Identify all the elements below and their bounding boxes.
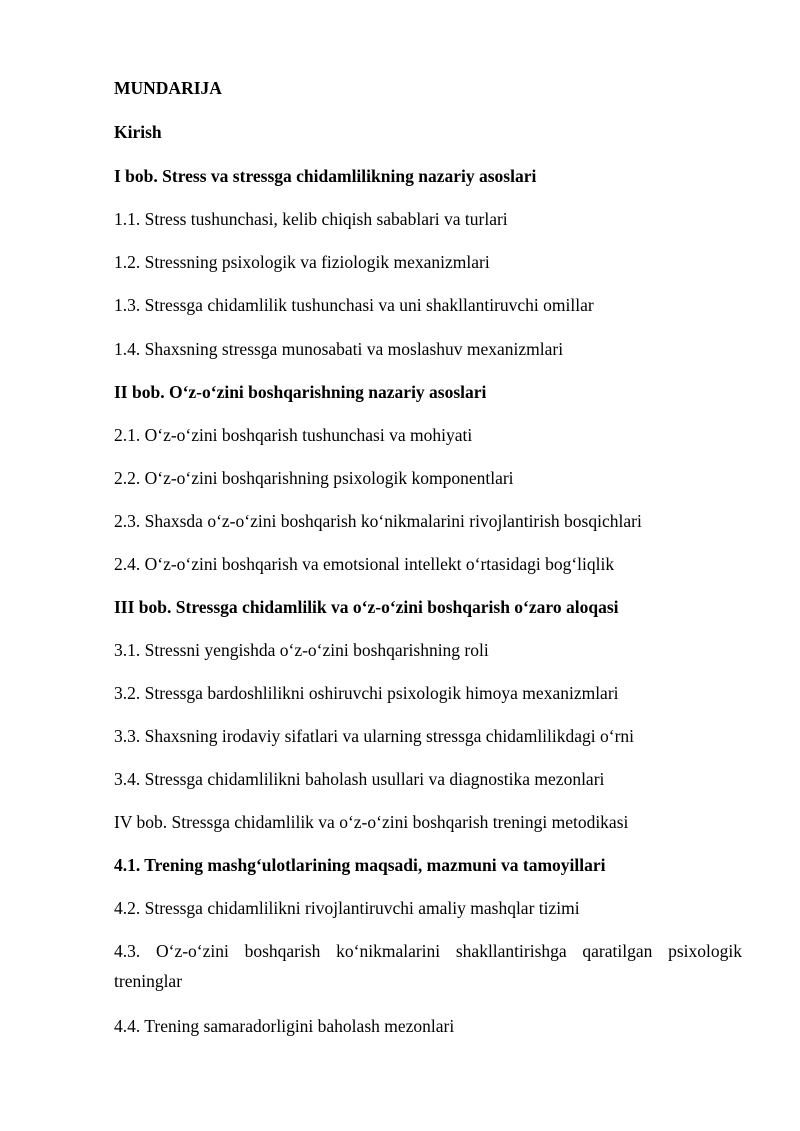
toc-section-3-2: 3.2. Stressga bardoshlilikni oshiruvchi psixologik himoya mexanizmlari [114, 683, 619, 703]
toc-heading: MUNDARIJA [114, 78, 222, 98]
toc-chapter-4: IV bob. Stressga chidamlilik va o‘z-o‘zini boshqarish treningi metodikasi [114, 812, 629, 832]
toc-section-4-2: 4.2. Stressga chidamlilikni rivojlantiruvchi amaliy mashqlar tizimi [114, 898, 580, 918]
toc-chapter-3: III bob. Stressga chidamlilik va o‘z-o‘zini boshqarish o‘zaro aloqasi [114, 597, 619, 617]
toc-section-2-1: 2.1. O‘z-o‘zini boshqarish tushunchasi va mohiyati [114, 425, 473, 445]
toc-section-1-2: 1.2. Stressning psixologik va fiziologik mexanizmlari [114, 252, 490, 272]
toc-section-4-3: 4.3. O‘z-o‘zini boshqarish ko‘nikmalarini shakllantirishga qaratilgan psixologik treninglar [114, 941, 742, 991]
toc-section-3-3: 3.3. Shaxsning irodaviy sifatlari va ularning stressga chidamlilikdagi o‘rni [114, 726, 635, 746]
toc-section-4-1: 4.1. Trening mashg‘ulotlarining maqsadi, mazmuni va tamoyillari [114, 855, 606, 875]
toc-section-3-4: 3.4. Stressga chidamlilikni baholash usullari va diagnostika mezonlari [114, 769, 605, 789]
toc-section-1-4: 1.4. Shaxsning stressga munosabati va moslashuv mexanizmlari [114, 339, 564, 359]
toc-section-1-3: 1.3. Stressga chidamlilik tushunchasi va uni shakllantiruvchi omillar [114, 295, 594, 315]
toc-chapter-2: II bob. O‘z-o‘zini boshqarishning nazariy asoslari [114, 382, 487, 402]
toc-chapter-1: I bob. Stress va stressga chidamlilikning nazariy asoslari [114, 166, 537, 186]
toc-section-3-1: 3.1. Stressni yengishda o‘z-o‘zini boshqarishning roli [114, 640, 489, 660]
toc-intro: Kirish [114, 122, 162, 142]
toc-section-2-3: 2.3. Shaxsda o‘z-o‘zini boshqarish ko‘nikmalarini rivojlantirish bosqichlari [114, 511, 642, 531]
toc-section-4-4: 4.4. Trening samaradorligini baholash mezonlari [114, 1016, 455, 1036]
toc-section-2-4: 2.4. O‘z-o‘zini boshqarish va emotsional intellekt o‘rtasidagi bog‘liqlik [114, 554, 615, 574]
toc-section-1-1: 1.1. Stress tushunchasi, kelib chiqish sabablari va turlari [114, 209, 508, 229]
toc-section-2-2: 2.2. O‘z-o‘zini boshqarishning psixologik komponentlari [114, 468, 514, 488]
